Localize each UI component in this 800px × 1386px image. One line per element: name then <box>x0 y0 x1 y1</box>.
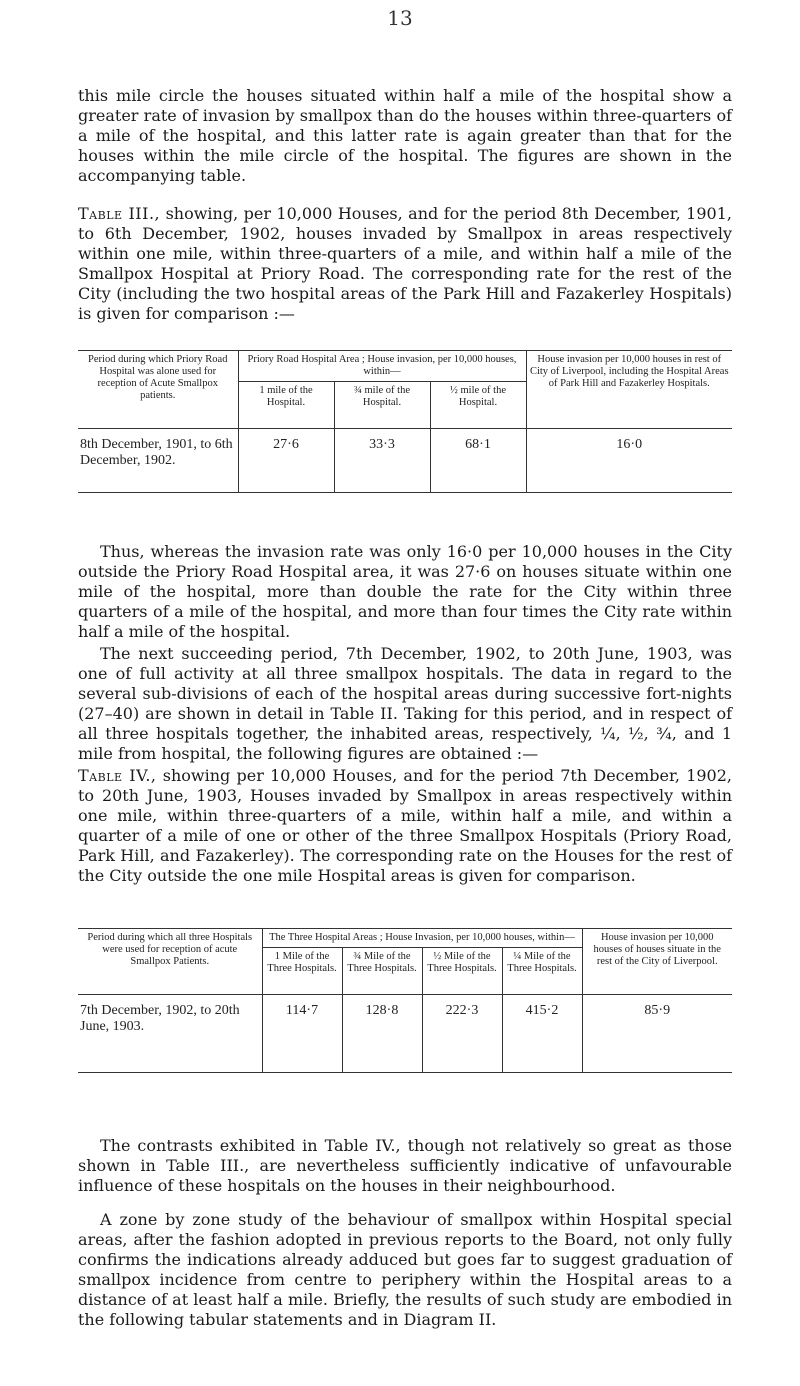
table4-subheader: ½ Mile of the Three Hospitals. <box>422 948 502 995</box>
paragraph-next-period: The next succeeding period, 7th December, 1902, to 20th June, 1903, was one of full activity at all three smallpox hospitals. The data in regard to the several sub-divisions of each of the hospital areas during successive fort-nights (27–40) are shown in detail in Table II. Taking for this period, and in respect of all three hospitals together, the inhabited areas, respectively, ¼, ½, ¾, and 1 mile from hospital, the following figures are obtained :— <box>78 644 732 763</box>
table3-subheader: 1 mile of the Hospital. <box>238 382 334 429</box>
table3-value-cell: 33·3 <box>334 429 430 493</box>
table3-value-cell: 68·1 <box>430 429 526 493</box>
table3-caption-text: showing, per 10,000 Houses, and for the period 8th December, 1901, to 6th December, 1902, houses invaded by Smallpox in areas respectively within one mile, within three-quarters of a mile, and within half a mile of the Smallpox Hospital at Priory Road. The corresponding rate for the rest of the City (including the two hospital areas of the Park Hill and Fazakerley Hospitals) is given for comparison :— <box>78 204 732 323</box>
table4-subheader: ¼ Mile of the Three Hospitals. <box>502 948 582 995</box>
table3-caption <box>78 204 732 324</box>
table4-value-cell: 114·7 <box>262 995 342 1073</box>
paragraph-thus: Thus, whereas the invasion rate was only 16·0 per 10,000 houses in the City outside the Priory Road Hospital area, it was 27·6 on houses situate within one mile of the hospital, more than double the rate for the City within three quarters of a mile of the hospital, and more than four times the City rate within half a mile of the hospital. <box>78 542 732 641</box>
table4-rest-header: House invasion per 10,000 houses of houses situate in the rest of the City of Liverpool. <box>582 929 732 995</box>
paragraph-contrasts: The contrasts exhibited in Table IV., though not relatively so great as those shown in Table III., are nevertheless sufficiently indicative of unfavourable influence of these hospitals on the houses in their neighbourhood. <box>78 1136 732 1195</box>
table4-value-cell: 415·2 <box>502 995 582 1073</box>
table4-period-cell: 7th December, 1902, to 20th June, 1903. <box>78 995 262 1073</box>
table4-value-cell: 128·8 <box>342 995 422 1073</box>
page-number: 13 <box>387 6 413 30</box>
table-3 <box>78 350 732 493</box>
table3-subheader: ¾ mile of the Hospital. <box>334 382 430 429</box>
table4-caption-text: showing per 10,000 Houses, and for the period 7th December, 1902, to 20th June, 1903, Houses invaded by Smallpox in areas respectively within one mile, within three-quarters of a mile, within half a mile, and within a quarter of a mile of one or other of the three Smallpox Hospitals (Priory Road, Park Hill, and Fazakerley). The corresponding rate on the Houses for the rest of the City outside the one mile Hospital areas is given for comparison. <box>78 766 733 885</box>
table3-period-cell: 8th December, 1901, to 6th December, 1902. <box>78 429 238 493</box>
table4-value-cell: 85·9 <box>582 995 732 1073</box>
table-4 <box>78 928 732 1073</box>
table4-period-header: Period during which all three Hospitals were used for reception of acute Smallpox Patients. <box>78 929 262 995</box>
table3-period-header: Period during which Priory Road Hospital was alone used for reception of Acute Smallpox patients. <box>78 351 238 429</box>
table4-subheader: 1 Mile of the Three Hospitals. <box>262 948 342 995</box>
table3-label: Table III., <box>78 204 161 223</box>
table4-caption <box>78 766 732 886</box>
table4-label: Table IV., <box>78 766 157 785</box>
table3-subheader: ½ mile of the Hospital. <box>430 382 526 429</box>
table3-group-header: Priory Road Hospital Area ; House invasion, per 10,000 houses, within— <box>238 351 526 382</box>
table3-value-cell: 16·0 <box>526 429 732 493</box>
table4-subheader: ¾ Mile of the Three Hospitals. <box>342 948 422 995</box>
table4-value-cell: 222·3 <box>422 995 502 1073</box>
paragraph-zone-study: A zone by zone study of the behaviour of smallpox within Hospital special areas, after the fashion adopted in previous reports to the Board, not only fully confirms the indications already adduced but goes far to suggest graduation of smallpox incidence from centre to periphery within the Hospital areas to a distance of at least half a mile. Briefly, the results of such study are embodied in the following tabular statements and in Diagram II. <box>78 1210 732 1329</box>
table3-value-cell: 27·6 <box>238 429 334 493</box>
table3-rest-header: House invasion per 10,000 houses in rest of City of Liverpool, including the Hospital Areas of Park Hill and Fazakerley Hospitals. <box>526 351 732 429</box>
table4-group-header: The Three Hospital Areas ; House Invasion, per 10,000 houses, within— <box>262 929 582 948</box>
paragraph-intro: this mile circle the houses situated within half a mile of the hospital show a greater rate of invasion by smallpox than do the houses within three-quarters of a mile of the hospital, and this latter rate is again greater than that for the houses within the mile circle of the hospital. The figures are shown in the accompanying table. <box>78 86 732 185</box>
